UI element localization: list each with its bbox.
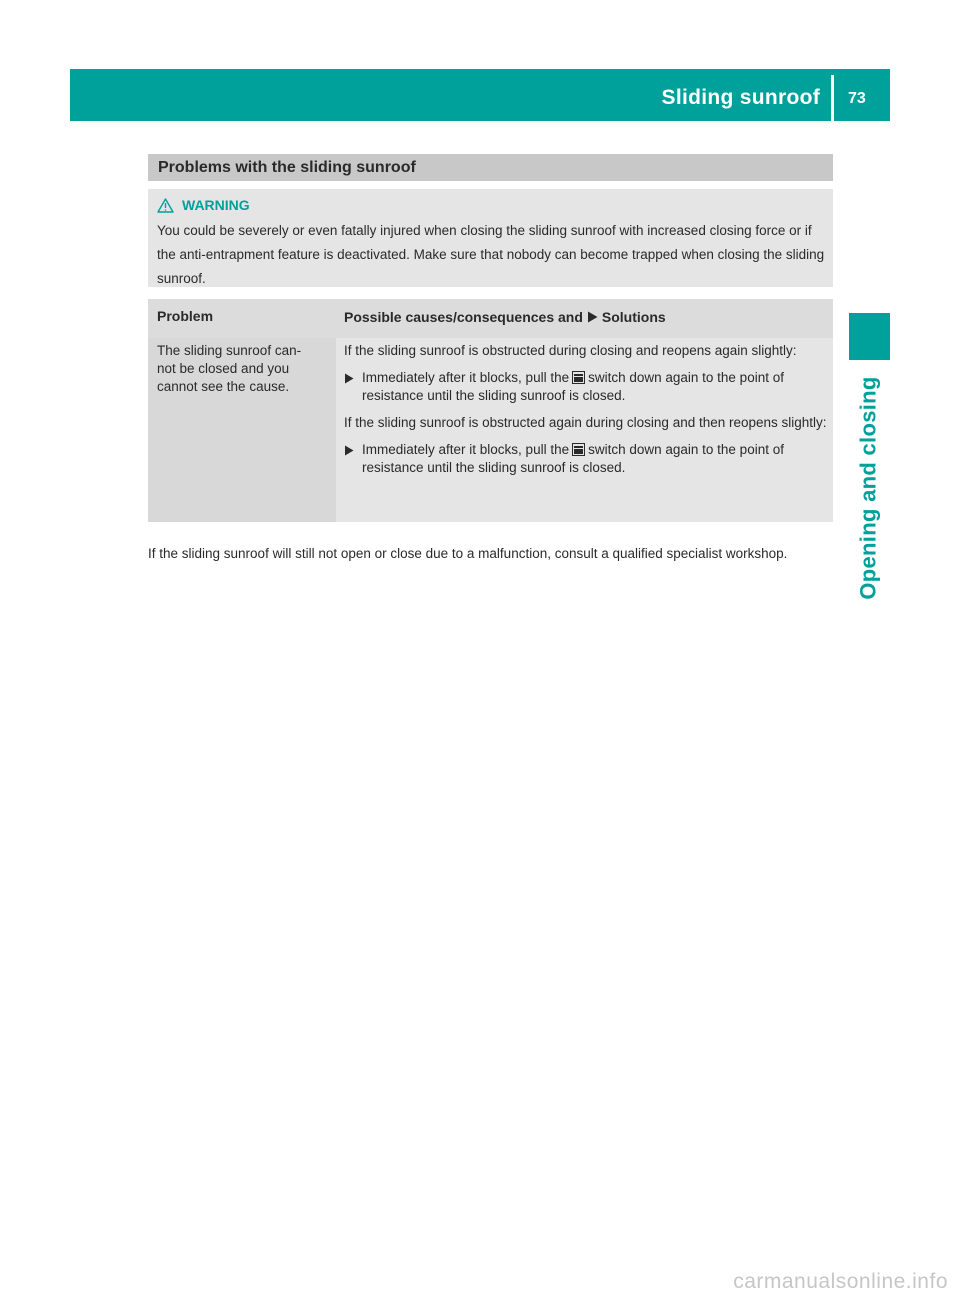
side-tab — [851, 370, 887, 606]
table-cell-problem — [148, 338, 336, 522]
warning-text: You could be severely or even fatally injured when closing the sliding sunroof with increased closing force or if the anti-entrapment feature is deactivated. Make sure that nobody can become trapped when closing the sliding sunroof. — [157, 223, 825, 286]
problem-text: The sliding sunroof can- not be closed and you cannot see the cause. — [157, 343, 302, 394]
step-text: Immediately after it blocks, pull the — [362, 442, 570, 457]
column-header-solutions-suffix: Solutions — [601, 309, 666, 325]
column-header-solutions — [344, 309, 666, 325]
sunroof-switch-icon — [572, 371, 585, 384]
footer-paragraph: If the sliding sunroof will still not open or close due to a malfunction, consult a qualified specialist workshop. — [148, 546, 788, 561]
cause-text: If the sliding sunroof is obstructed again during closing and then reopens slightly: — [344, 415, 827, 430]
page-header-title: Sliding sunroof — [661, 86, 820, 109]
action-arrow-icon — [344, 373, 354, 384]
warning-header — [157, 194, 825, 216]
warning-title: WARNING — [182, 197, 250, 213]
side-tab-marker — [849, 313, 890, 360]
action-arrow-icon — [344, 445, 354, 456]
sunroof-switch-icon — [572, 443, 585, 456]
watermark: carmanualsonline.info — [733, 1270, 948, 1293]
side-tab-label: Opening and closing — [856, 376, 882, 600]
solution-step — [344, 369, 827, 405]
header-divider — [831, 75, 834, 121]
step-text-continued: switch down again to the point of resistance until the sliding sunroof is closed. — [362, 370, 784, 403]
action-arrow-icon — [587, 311, 598, 323]
warning-triangle-icon — [157, 198, 174, 213]
table-cell-solutions — [336, 338, 833, 522]
solution-step — [344, 441, 827, 477]
table-header — [148, 299, 833, 338]
page-number: 73 — [848, 90, 866, 107]
warning-box — [148, 189, 833, 287]
step-text-continued: switch down again to the point of resistance until the sliding sunroof is closed. — [362, 442, 784, 475]
section-heading: Problems with the sliding sunroof — [148, 154, 833, 181]
cause-text: If the sliding sunroof is obstructed during closing and reopens again slightly: — [344, 343, 797, 358]
column-header-solutions-label: Possible causes/consequences and — [344, 309, 583, 325]
step-text: Immediately after it blocks, pull the — [362, 370, 570, 385]
column-header-problem: Problem — [157, 308, 214, 324]
